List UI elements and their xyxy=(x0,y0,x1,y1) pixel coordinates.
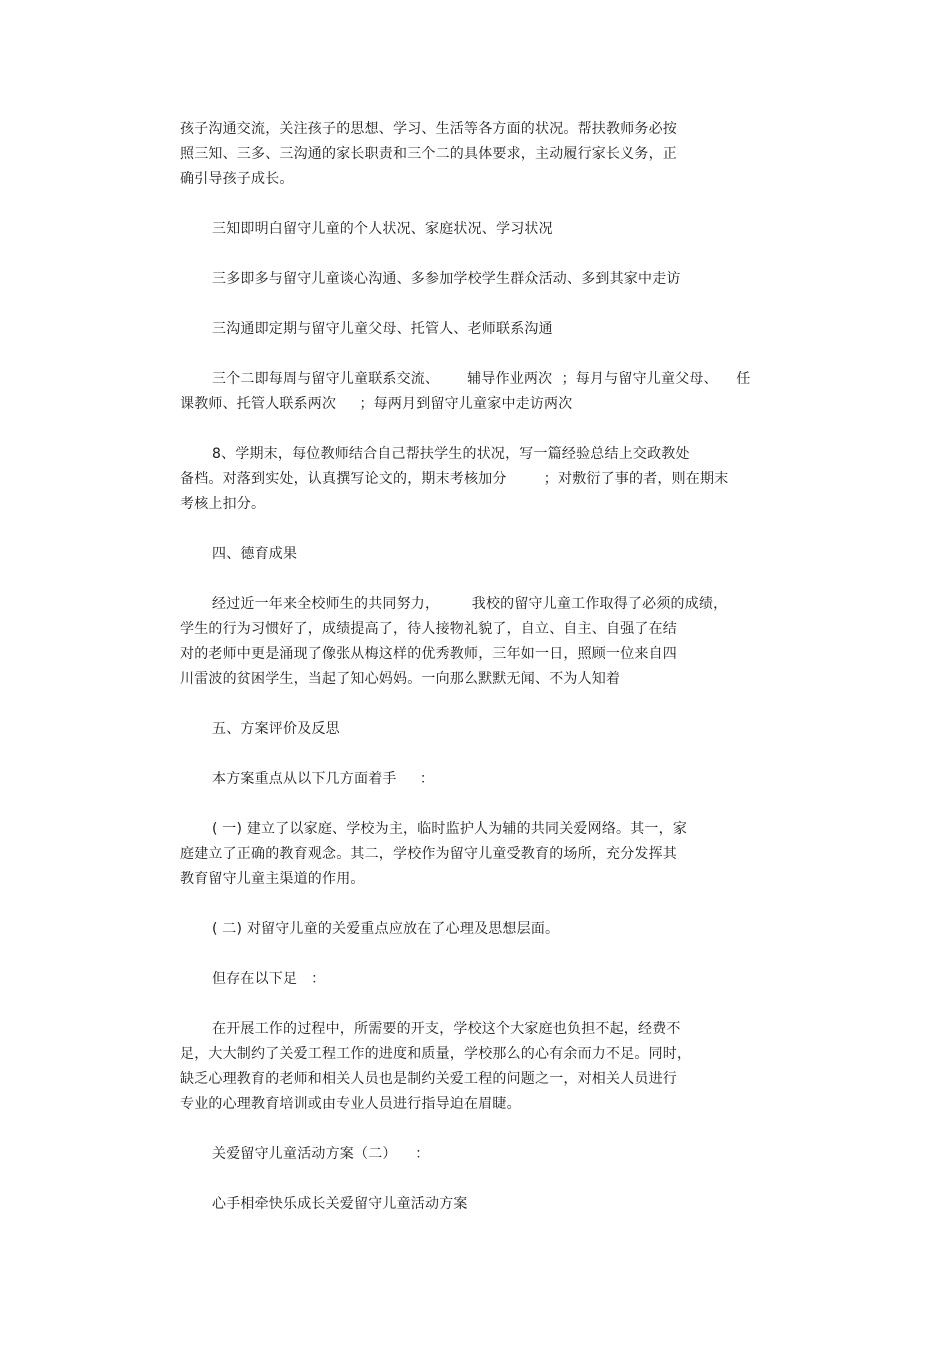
text-line-22: ( 二) 对留守儿童的关爱重点应放在了心理及思想层面。 xyxy=(212,921,560,937)
text-line-1: 孩子沟通交流，关注孩子的思想、学习、生活等各方面的状况。帮扶教师务必按 xyxy=(180,121,677,137)
text-line-25: 足，大大制约了关爱工程工作的进度和质量，学校那么的心有余而力不足。同时， xyxy=(180,1046,692,1062)
text-line-3: 确引导孩子成长。 xyxy=(180,171,294,187)
section-heading-plan-two: 关爱留守儿童活动方案（二） ： xyxy=(212,1146,430,1162)
text-line-5: 三多即多与留守儿童谈心沟通、多参加学校学生群众活动、多到其家中走访 xyxy=(212,271,681,287)
text-line-14: 学生的行为习惯好了，成绩提高了，待人接物礼貌了，自立、自主、自强了在结 xyxy=(180,621,677,637)
text-line-13: 经过近一年来全校师生的共同努力， 我校的留守儿童工作取得了必须的成绩， xyxy=(212,596,728,612)
text-line-19: ( 一) 建立了以家庭、学校为主，临时监护人为辅的共同关爱网络。其一，家 xyxy=(212,821,688,837)
text-line-6: 三沟通即定期与留守儿童父母、托管人、老师联系沟通 xyxy=(212,321,553,337)
text-line-9: 8、学期末，每位教师结合自己帮扶学生的状况，写一篇经验总结上交政教处 xyxy=(212,446,690,462)
text-line-18: 本方案重点从以下几方面着手 ： xyxy=(212,771,435,787)
section-heading-moral-results: 四、德育成果 xyxy=(212,546,298,562)
text-line-8: 课教师、托管人联系两次 ；每两月到留守儿童家中走访两次 xyxy=(180,396,573,412)
text-line-4: 三知即明白留守儿童的个人状况、家庭状况、学习状况 xyxy=(212,221,553,237)
text-line-11: 考核上扣分。 xyxy=(180,496,266,512)
section-heading-evaluation: 五、方案评价及反思 xyxy=(212,721,340,737)
text-line-2: 照三知、三多、三沟通的家长职责和三个二的具体要求，主动履行家长义务，正 xyxy=(180,146,677,162)
text-line-20: 庭建立了正确的教育观念。其二，学校作为留守儿童受教育的场所，充分发挥其 xyxy=(180,846,677,862)
text-line-26: 缺乏心理教育的老师和相关人员也是制约关爱工程的问题之一，对相关人员进行 xyxy=(180,1071,677,1087)
text-line-21: 教育留守儿童主渠道的作用。 xyxy=(180,871,365,887)
text-line-29: 心手相牵快乐成长关爱留守儿童活动方案 xyxy=(212,1196,468,1212)
text-line-16: 川雷波的贫困学生，当起了知心妈妈。一向那么默默无闻、不为人知着 xyxy=(180,671,621,687)
text-line-7: 三个二即每周与留守儿童联系交流、 辅导作业两次 ；每月与留守儿童父母、 任 xyxy=(212,371,751,387)
text-line-24: 在开展工作的过程中，所需要的开支，学校这个大家庭也负担不起，经费不 xyxy=(212,1021,681,1037)
text-line-23: 但存在以下足 ： xyxy=(212,971,326,987)
text-line-10: 备档。对落到实处，认真撰写论文的，期末考核加分 ；对敷衍了事的者，则在期末 xyxy=(180,471,729,487)
text-line-15: 对的老师中更是涌现了像张从梅这样的优秀教师，三年如一日，照顾一位来自四 xyxy=(180,646,677,662)
text-line-27: 专业的心理教育培训或由专业人员进行指导迫在眉睫。 xyxy=(180,1096,521,1112)
